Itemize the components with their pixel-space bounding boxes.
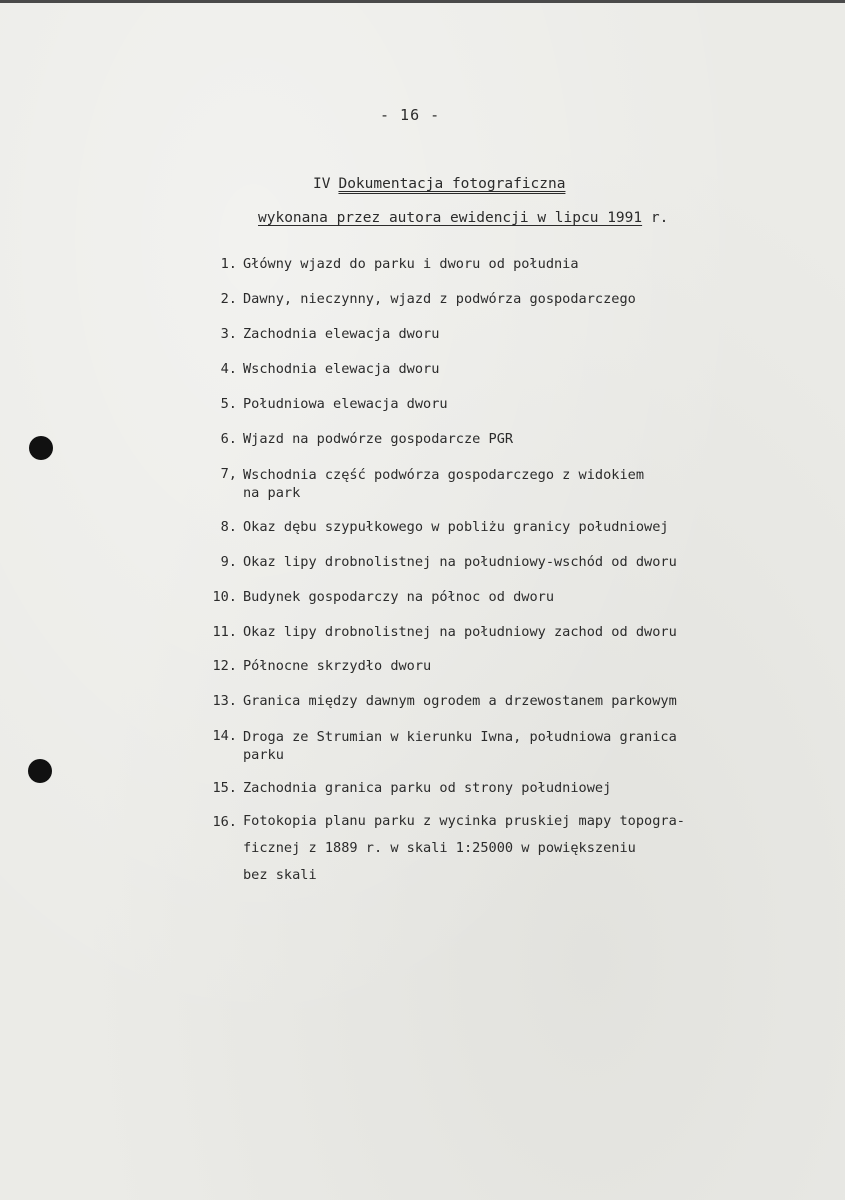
punch-hole	[29, 436, 53, 460]
list-item	[200, 326, 820, 342]
list-item	[200, 519, 820, 535]
list-item	[200, 693, 820, 709]
section-subtitle-suffix: r.	[642, 210, 669, 226]
list-item-text: Główny wjazd do parku i dworu od południa	[243, 256, 579, 272]
section-title: Dokumentacja fotograficzna	[338, 176, 566, 192]
list-item-number: 7,	[220, 466, 237, 482]
list-item-number: 8.	[220, 519, 237, 535]
list-item	[200, 466, 820, 502]
list-item-text: Granica między dawnym ogrodem a drzewostanem parkowym	[243, 693, 677, 709]
list-item	[200, 658, 820, 674]
list-item	[200, 780, 820, 796]
list-item-text: Wschodnia elewacja dworu	[243, 361, 440, 377]
list-item	[200, 554, 820, 570]
section-subtitle	[258, 210, 668, 226]
list-item-number: 2.	[220, 291, 237, 307]
list-item-number: 13.	[212, 693, 237, 709]
list-item-number: 11.	[212, 624, 237, 640]
list-item-text: Droga ze Strumian w kierunku Iwna, południowa granica parku	[243, 729, 677, 763]
list-item	[200, 361, 820, 377]
section-roman-numeral: IV	[313, 176, 331, 192]
list-item-text: Budynek gospodarczy na północ od dworu	[243, 589, 554, 605]
list-item-number: 16.	[212, 814, 237, 830]
list-item-text: Fotokopia planu parku z wycinka pruskiej mapy topogra- ficznej z 1889 r. w skali 1:25000 w powiększeniu bez skali	[243, 813, 685, 883]
list-item-number: 5.	[220, 396, 237, 412]
section-heading	[313, 176, 565, 192]
list-item-text: Zachodnia granica parku od strony południowej	[243, 780, 612, 796]
list-item-number: 15.	[212, 780, 237, 796]
list-item-text: Okaz lipy drobnolistnej na południowy-wschód od dworu	[243, 554, 677, 570]
list-item-text: Zachodnia elewacja dworu	[243, 326, 440, 342]
list-item-number: 4.	[220, 361, 237, 377]
list-item-number: 6.	[220, 431, 237, 447]
list-item	[200, 431, 820, 447]
list-item	[200, 589, 820, 605]
list-item	[200, 808, 820, 889]
list-item-number: 9.	[220, 554, 237, 570]
list-item	[200, 396, 820, 412]
list-item-number: 14.	[212, 728, 237, 744]
list-item-text: Południowa elewacja dworu	[243, 396, 448, 412]
list-item-number: 1.	[220, 256, 237, 272]
punch-hole	[28, 759, 52, 783]
list-item-text: Okaz dębu szypułkowego w pobliżu granicy południowej	[243, 519, 669, 535]
list-item-text: Północne skrzydło dworu	[243, 658, 432, 674]
list-item-text: Dawny, nieczynny, wjazd z podwórza gospodarczego	[243, 291, 636, 307]
list-item-number: 12.	[212, 658, 237, 674]
list-item	[200, 291, 820, 307]
list-item-number: 10.	[212, 589, 237, 605]
section-subtitle-text: wykonana przez autora ewidencji w lipcu 1991	[258, 210, 643, 226]
list-item	[200, 624, 820, 640]
list-item-text: Wschodnia część podwórza gospodarczego z widokiem na park	[243, 467, 645, 501]
page-number: - 16 -	[380, 106, 441, 124]
list-item	[200, 728, 820, 764]
list-item-text: Wjazd na podwórze gospodarcze PGR	[243, 431, 514, 447]
list-item	[200, 256, 820, 272]
list-item-number: 3.	[220, 326, 237, 342]
list-item-text: Okaz lipy drobnolistnej na południowy zachod od dworu	[243, 624, 677, 640]
scan-top-edge	[0, 0, 845, 3]
